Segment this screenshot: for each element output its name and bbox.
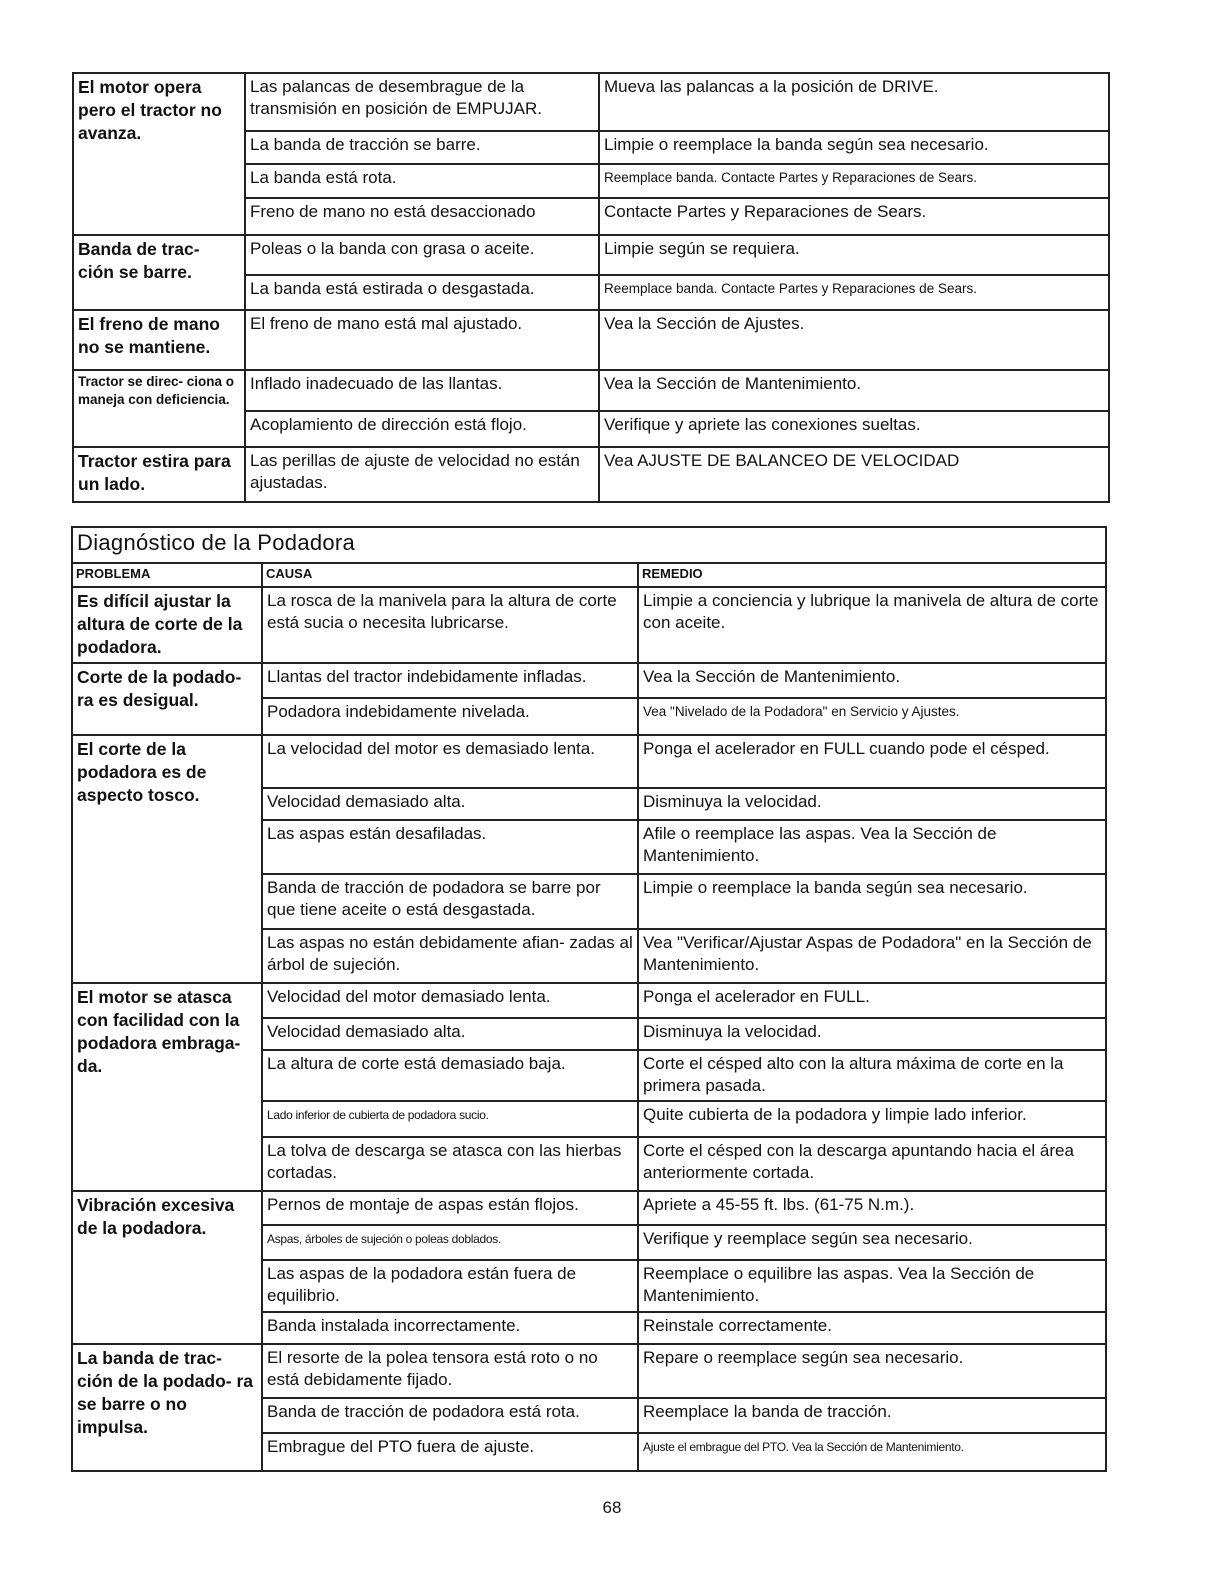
remedy-cell: Vea la Sección de Ajustes. — [599, 310, 1109, 370]
table-title-row — [72, 527, 1106, 563]
cause-cell: Velocidad demasiado alta. — [262, 1018, 638, 1050]
section-title: Diagnóstico de la Podadora — [72, 527, 1106, 563]
remedy-cell: Limpie a conciencia y lubrique la manivela de altura de corte con aceite. — [638, 587, 1106, 663]
column-header-problem: PROBLEMA — [72, 563, 262, 587]
remedy-cell: Vea la Sección de Mantenimiento. — [638, 663, 1106, 698]
cause-cell: La banda de tracción se barre. — [245, 131, 599, 164]
problem-cell: Vibración excesiva de la podadora. — [72, 1191, 262, 1344]
cause-cell: El resorte de la polea tensora está roto o no está debidamente fijado. — [262, 1344, 638, 1398]
cause-cell: El freno de mano está mal ajustado. — [245, 310, 599, 370]
cause-cell: Banda instalada incorrectamente. — [262, 1312, 638, 1344]
cause-cell: Embrague del PTO fuera de ajuste. — [262, 1433, 638, 1471]
cause-cell: Freno de mano no está desaccionado — [245, 198, 599, 235]
table-row — [72, 663, 1106, 698]
cause-cell: Las aspas de la podadora están fuera de equilibrio. — [262, 1260, 638, 1312]
remedy-cell: Quite cubierta de la podadora y limpie lado inferior. — [638, 1101, 1106, 1137]
table-row — [73, 447, 1109, 502]
remedy-cell: Verifique y reemplace según sea necesario. — [638, 1225, 1106, 1260]
problem-cell: Banda de trac- ción se barre. — [73, 235, 245, 310]
remedy-cell: Contacte Partes y Reparaciones de Sears. — [599, 198, 1109, 235]
remedy-cell: Corte el césped con la descarga apuntando hacia el área anteriormente cortada. — [638, 1137, 1106, 1191]
remedy-cell: Vea "Nivelado de la Podadora" en Servicio y Ajustes. — [638, 698, 1106, 735]
problem-cell: El freno de mano no se mantiene. — [73, 310, 245, 370]
cause-cell: Podadora indebidamente nivelada. — [262, 698, 638, 735]
remedy-cell: Vea la Sección de Mantenimiento. — [599, 370, 1109, 411]
page-number: 68 — [602, 1498, 622, 1517]
cause-cell: Las palancas de desembrague de la transmisión en posición de EMPUJAR. — [245, 73, 599, 131]
remedy-cell: Limpie o reemplace la banda según sea necesario. — [638, 874, 1106, 929]
cause-cell: Pernos de montaje de aspas están flojos. — [262, 1191, 638, 1225]
problem-cell: El motor se atasca con facilidad con la podadora embraga- da. — [72, 983, 262, 1191]
table-header-row — [72, 563, 1106, 587]
remedy-cell: Vea "Verificar/Ajustar Aspas de Podadora" en la Sección de Mantenimiento. — [638, 929, 1106, 983]
problem-cell: El motor opera pero el tractor no avanza. — [73, 73, 245, 235]
column-header-remedy: REMEDIO — [638, 563, 1106, 587]
cause-cell: Llantas del tractor indebidamente infladas. — [262, 663, 638, 698]
cause-cell: Aspas, árboles de sujeción o poleas doblados. — [262, 1225, 638, 1260]
cause-cell: Banda de tracción de podadora está rota. — [262, 1398, 638, 1433]
cause-cell: La velocidad del motor es demasiado lenta. — [262, 735, 638, 788]
problem-cell: Es difícil ajustar la altura de corte de la podadora. — [72, 587, 262, 663]
remedy-cell: Afile o reemplace las aspas. Vea la Sección de Mantenimiento. — [638, 820, 1106, 874]
cause-cell: La altura de corte está demasiado baja. — [262, 1050, 638, 1101]
problem-cell: Corte de la podado- ra es desigual. — [72, 663, 262, 735]
cause-cell: Lado inferior de cubierta de podadora sucio. — [262, 1101, 638, 1137]
table-row — [73, 370, 1109, 411]
cause-cell: La banda está estirada o desgastada. — [245, 275, 599, 310]
remedy-cell: Repare o reemplace según sea necesario. — [638, 1344, 1106, 1398]
remedy-cell: Limpie según se requiera. — [599, 235, 1109, 275]
table-row — [72, 1191, 1106, 1225]
cause-cell: Acoplamiento de dirección está flojo. — [245, 411, 599, 447]
problem-cell: Tractor se direc- ciona o maneja con deficiencia. — [73, 370, 245, 447]
remedy-cell: Vea AJUSTE DE BALANCEO DE VELOCIDAD — [599, 447, 1109, 502]
remedy-cell: Disminuya la velocidad. — [638, 1018, 1106, 1050]
remedy-cell: Ajuste el embrague del PTO. Vea la Sección de Mantenimiento. — [638, 1433, 1106, 1471]
remedy-cell: Reemplace banda. Contacte Partes y Reparaciones de Sears. — [599, 164, 1109, 198]
table-row — [73, 310, 1109, 370]
problem-cell: Tractor estira para un lado. — [73, 447, 245, 502]
remedy-cell: Mueva las palancas a la posición de DRIVE. — [599, 73, 1109, 131]
remedy-cell: Ponga el acelerador en FULL. — [638, 983, 1106, 1018]
cause-cell: Poleas o la banda con grasa o aceite. — [245, 235, 599, 275]
column-header-cause: CAUSA — [262, 563, 638, 587]
table-row — [73, 235, 1109, 275]
remedy-cell: Apriete a 45-55 ft. lbs. (61-75 N.m.). — [638, 1191, 1106, 1225]
table-row — [72, 1344, 1106, 1398]
tractor-troubleshooting-table — [72, 72, 1110, 503]
remedy-cell: Limpie o reemplace la banda según sea necesario. — [599, 131, 1109, 164]
remedy-cell: Disminuya la velocidad. — [638, 788, 1106, 820]
cause-cell: Velocidad del motor demasiado lenta. — [262, 983, 638, 1018]
table-row — [72, 587, 1106, 663]
cause-cell: La rosca de la manivela para la altura de corte está sucia o necesita lubricarse. — [262, 587, 638, 663]
remedy-cell: Ponga el acelerador en FULL cuando pode el césped. — [638, 735, 1106, 788]
table-row — [73, 73, 1109, 131]
cause-cell: Velocidad demasiado alta. — [262, 788, 638, 820]
remedy-cell: Reemplace la banda de tracción. — [638, 1398, 1106, 1433]
cause-cell: Las aspas no están debidamente afian- zadas al árbol de sujeción. — [262, 929, 638, 983]
remedy-cell: Reemplace o equilibre las aspas. Vea la Sección de Mantenimiento. — [638, 1260, 1106, 1312]
remedy-cell: Verifique y apriete las conexiones sueltas. — [599, 411, 1109, 447]
problem-cell: La banda de trac- ción de la podado- ra se barre o no impulsa. — [72, 1344, 262, 1471]
remedy-cell: Reemplace banda. Contacte Partes y Reparaciones de Sears. — [599, 275, 1109, 310]
cause-cell: La tolva de descarga se atasca con las hierbas cortadas. — [262, 1137, 638, 1191]
remedy-cell: Reinstale correctamente. — [638, 1312, 1106, 1344]
mower-diagnosis-table — [71, 526, 1107, 1472]
table-row — [72, 983, 1106, 1018]
table-row — [72, 735, 1106, 788]
cause-cell: Las perillas de ajuste de velocidad no están ajustadas. — [245, 447, 599, 502]
cause-cell: La banda está rota. — [245, 164, 599, 198]
remedy-cell: Corte el césped alto con la altura máxima de corte en la primera pasada. — [638, 1050, 1106, 1101]
problem-cell: El corte de la podadora es de aspecto tosco. — [72, 735, 262, 983]
cause-cell: Inflado inadecuado de las llantas. — [245, 370, 599, 411]
cause-cell: Las aspas están desafiladas. — [262, 820, 638, 874]
cause-cell: Banda de tracción de podadora se barre por que tiene aceite o está desgastada. — [262, 874, 638, 929]
